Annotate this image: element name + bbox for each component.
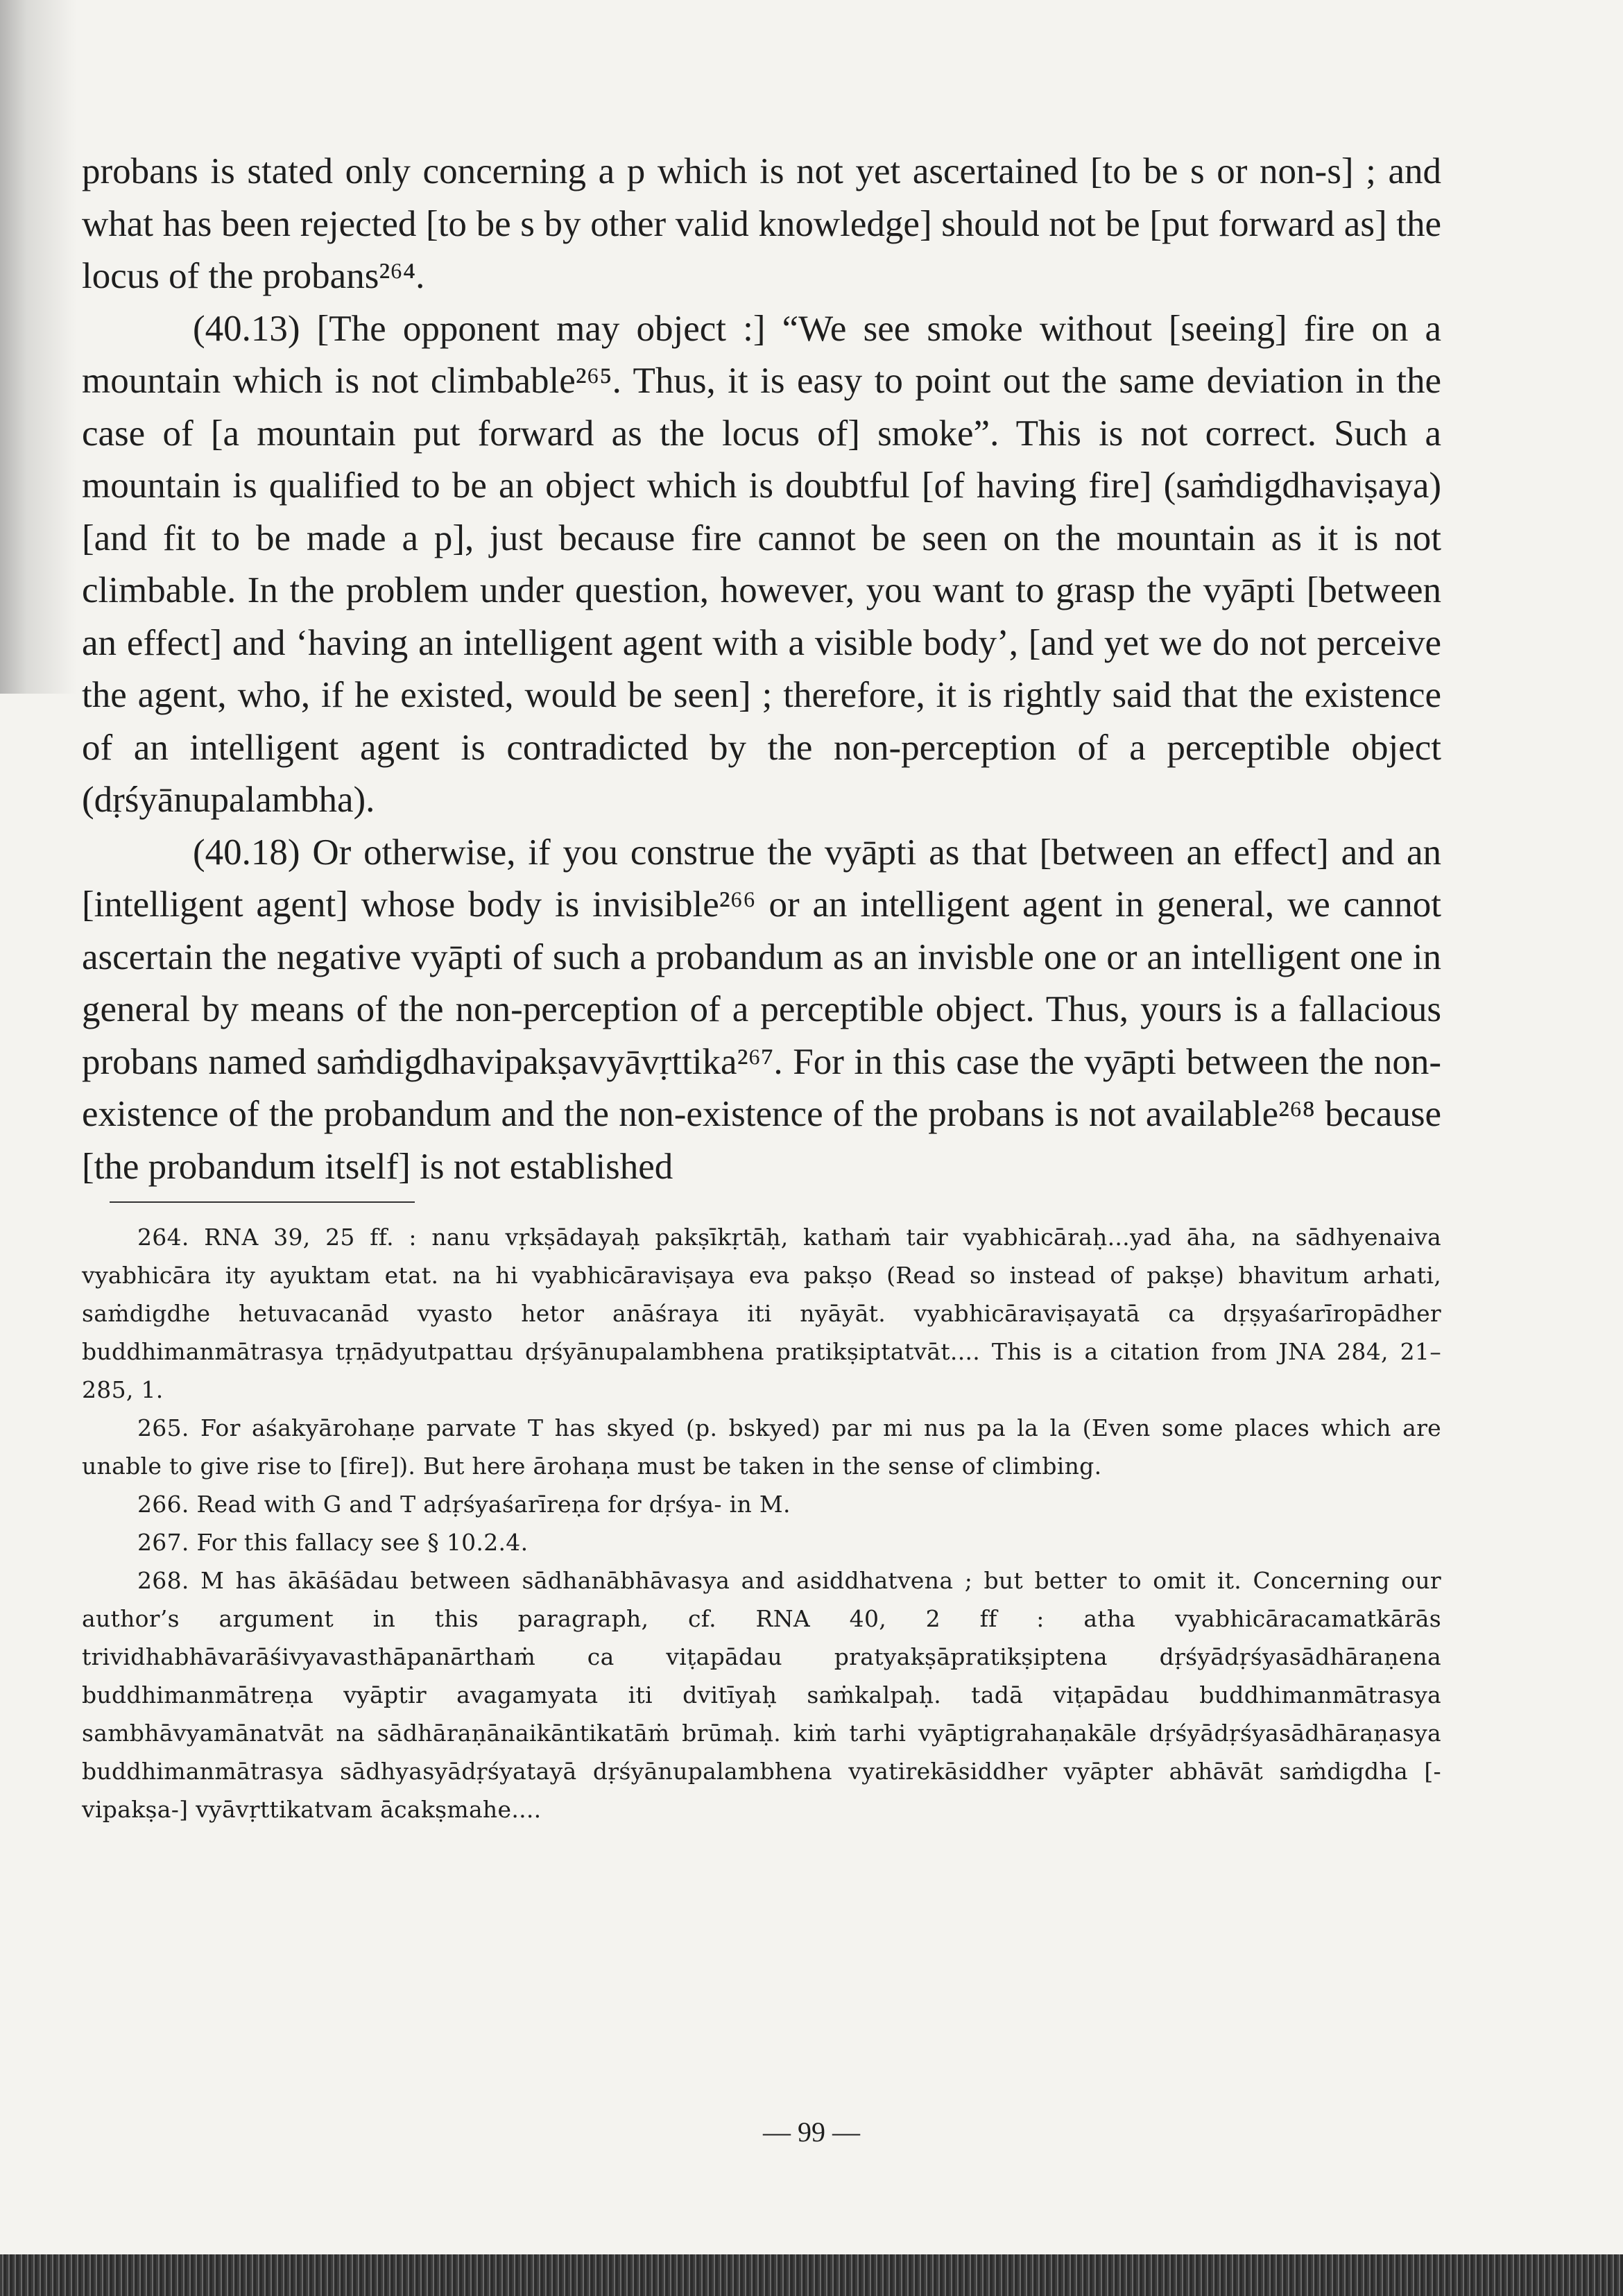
page-body xyxy=(82,146,1441,1828)
main-text xyxy=(82,146,1441,1193)
footnote-268: 268. M has ākāśādau between sādhanābhāvasya and asiddhatvena ; but better to omit it. Concerning our author’s argument in this paragraph, cf. RNA 40, 2 ff : atha vyabhicāracamatkārās trividhabhāvarāśivyavasthāpanārthaṁ ca viṭapādau pratyakṣāpratikṣiptena dṛśyādṛśyasādhāraṇena buddhimanmātreṇa vyāptir avagamyata iti dvitīyaḥ saṁkalpaḥ. tadā viṭapādau buddhimanmātrasya sambhāvyamānatvāt na sādhāraṇānaikāntikatāṁ brūmaḥ. kiṁ tarhi vyāptigrahaṇakāle dṛśyādṛśyasādhāraṇasya buddhimanmātrasya sādhyasyādṛśyatayā dṛśyānupalambhena vyatirekāsiddher vyāpter abhāvāt saṁdigdha [-vipakṣa-] vyāvṛttikatvam ācakṣmahe.... xyxy=(82,1567,1441,1823)
footnote-267: 267. For this fallacy see § 10.2.4. xyxy=(137,1529,529,1556)
scan-shadow-left xyxy=(0,0,76,694)
footnote-264: 264. RNA 39, 25 ff. : nanu vṛkṣādayaḥ pakṣīkṛtāḥ, kathaṁ tair vyabhicāraḥ...yad āha, na sādhyenaiva vyabhicāra ity ayuktam etat. na hi vyabhicāraviṣaya eva pakṣo (Read so instead of pakṣe) bhavitum arhati, saṁdigdhe hetuvacanād vyasto hetor anāśraya iti nyāyāt. vyabhicāraviṣayatā ca dṛṣyaśarīropādher buddhimanmātrasya tṛṇādyutpattau dṛśyānupalambhena pratikṣiptatvāt.... This is a citation from JNA 284, 21–285, 1. xyxy=(82,1224,1441,1403)
footnote-266: 266. Read with G and T adṛśyaśarīreṇa for dṛśya- in M. xyxy=(137,1491,791,1518)
paragraph-40-18: (40.18) Or otherwise, if you construe the vyāpti as that [between an effect] and an [intelligent agent] whose body is invisible²⁶⁶ or an intelligent agent in general, we cannot ascertain the negative vyāpti of such a probandum as an invisble one or an intelligent one in general by means of the non-perception of a perceptible object. Thus, yours is a fallacious probans named saṁdigdhavipakṣavyāvṛttika²⁶⁷. For in this case the vyāpti between the non-existence of the probandum and the non-existence of the probans is not available²⁶⁸ because [the probandum itself] is not established xyxy=(82,832,1441,1187)
footnote-divider xyxy=(110,1201,415,1203)
page-number: — 99 — xyxy=(763,2116,860,2148)
footnotes xyxy=(82,1218,1441,1828)
scan-edge-bottom xyxy=(0,2254,1623,2296)
paragraph-40-13: (40.13) [The opponent may object :] “We see smoke without [seeing] fire on a mountain which is not climbable²⁶⁵. Thus, it is easy to point out the same deviation in the case of [a mountain put forward as the locus of] smoke”. This is not correct. Such a mountain is qualified to be an object which is doubtful [of having fire] (saṁdigdhaviṣaya) [and fit to be made a p], just because fire cannot be seen on the mountain as it is not climbable. In the problem under question, however, you want to grasp the vyāpti [between an effect] and ‘having an intelligent agent with a visible body’, [and yet we do not perceive the agent, who, if he existed, would be seen] ; therefore, it is rightly said that the existence of an intelligent agent is contradicted by the non-perception of a perceptible object (dṛśyānupalambha). xyxy=(82,308,1441,820)
footnote-265: 265. For aśakyārohaṇe parvate T has skyed (p. bskyed) par mi nus pa la la (Even some places which are unable to give rise to [fire]). But here ārohaṇa must be taken in the sense of climbing. xyxy=(82,1414,1441,1480)
paragraph-continuation: probans is stated only concerning a p which is not yet ascertained [to be s or non-s] ; and what has been rejected [to be s by other valid knowledge] should not be [put forward as] the locus of the probans²⁶⁴. xyxy=(82,151,1441,296)
